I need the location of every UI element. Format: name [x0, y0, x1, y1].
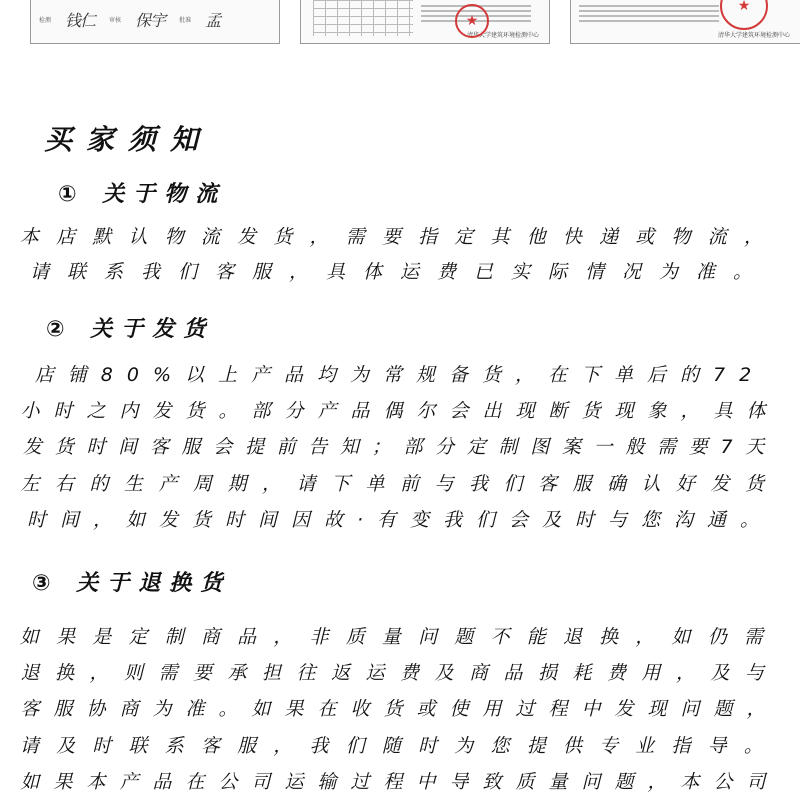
fine-print [579, 2, 719, 25]
signature-label: 检测 [39, 17, 52, 24]
star-icon: ★ [737, 0, 751, 14]
section-heading-shipping: ② 关于发货 [46, 317, 215, 342]
paragraph-line: 如果本产品在公司运输过程中导致质量问题，本公司 [20, 771, 780, 793]
handwritten-signature: 保宇 [135, 11, 166, 30]
page-title: 买家须知 [44, 123, 213, 156]
paragraph-line: 小时之内发货。部分产品偶尔会出现断货现象，具体 [20, 400, 780, 422]
certificate-footer: 清华大学建筑环境检测中心 [466, 32, 539, 39]
paragraph-line: 本店默认物流发货，需要指定其他快递或物流， [19, 226, 781, 248]
star-icon: ★ [465, 13, 479, 29]
test-chart-grid [313, 0, 413, 36]
paragraph-line: 请联系我们客服，具体运费已实际情况为准。 [29, 261, 770, 283]
certificate-scan-middle [300, 0, 550, 44]
paragraph-line: 如果是定制商品，非质量问题不能退换，如仍需 [19, 626, 781, 648]
signature-label: 批准 [179, 17, 192, 24]
paragraph-line: 店铺80%以上产品均为常规备货，在下单后的72 [34, 364, 766, 386]
paragraph-line: 时间，如发货时间因故·有变我们会及时与您沟通。 [26, 509, 774, 531]
paragraph-line: 请及时联系客服，我们随时为您提供专业指导。 [19, 735, 781, 757]
paragraph-line: 退换，则需要承担往返运费及商品损耗费用，及与 [20, 662, 780, 684]
section-heading-returns: ③ 关于退换货 [32, 571, 232, 596]
handwritten-signature: 孟 [205, 11, 221, 30]
section-heading-logistics: ① 关于物流 [58, 182, 227, 207]
handwritten-signature: 钱仁 [65, 11, 96, 30]
certificate-scan-left [30, 0, 280, 44]
certificate-footer: 清华大学建筑环境检测中心 [717, 32, 790, 39]
red-seal-stamp [455, 4, 489, 38]
paragraph-line: 客服协商为准。如果在收货或使用过程中发现问题， [20, 698, 780, 720]
signature-row [39, 8, 271, 31]
paragraph-line: 发货时间客服会提前告知；部分定制图案一般需要7天 [23, 436, 777, 458]
paragraph-line: 左右的生产周期，请下单前与我们客服确认好发货 [20, 473, 780, 495]
signature-label: 审核 [109, 17, 122, 24]
